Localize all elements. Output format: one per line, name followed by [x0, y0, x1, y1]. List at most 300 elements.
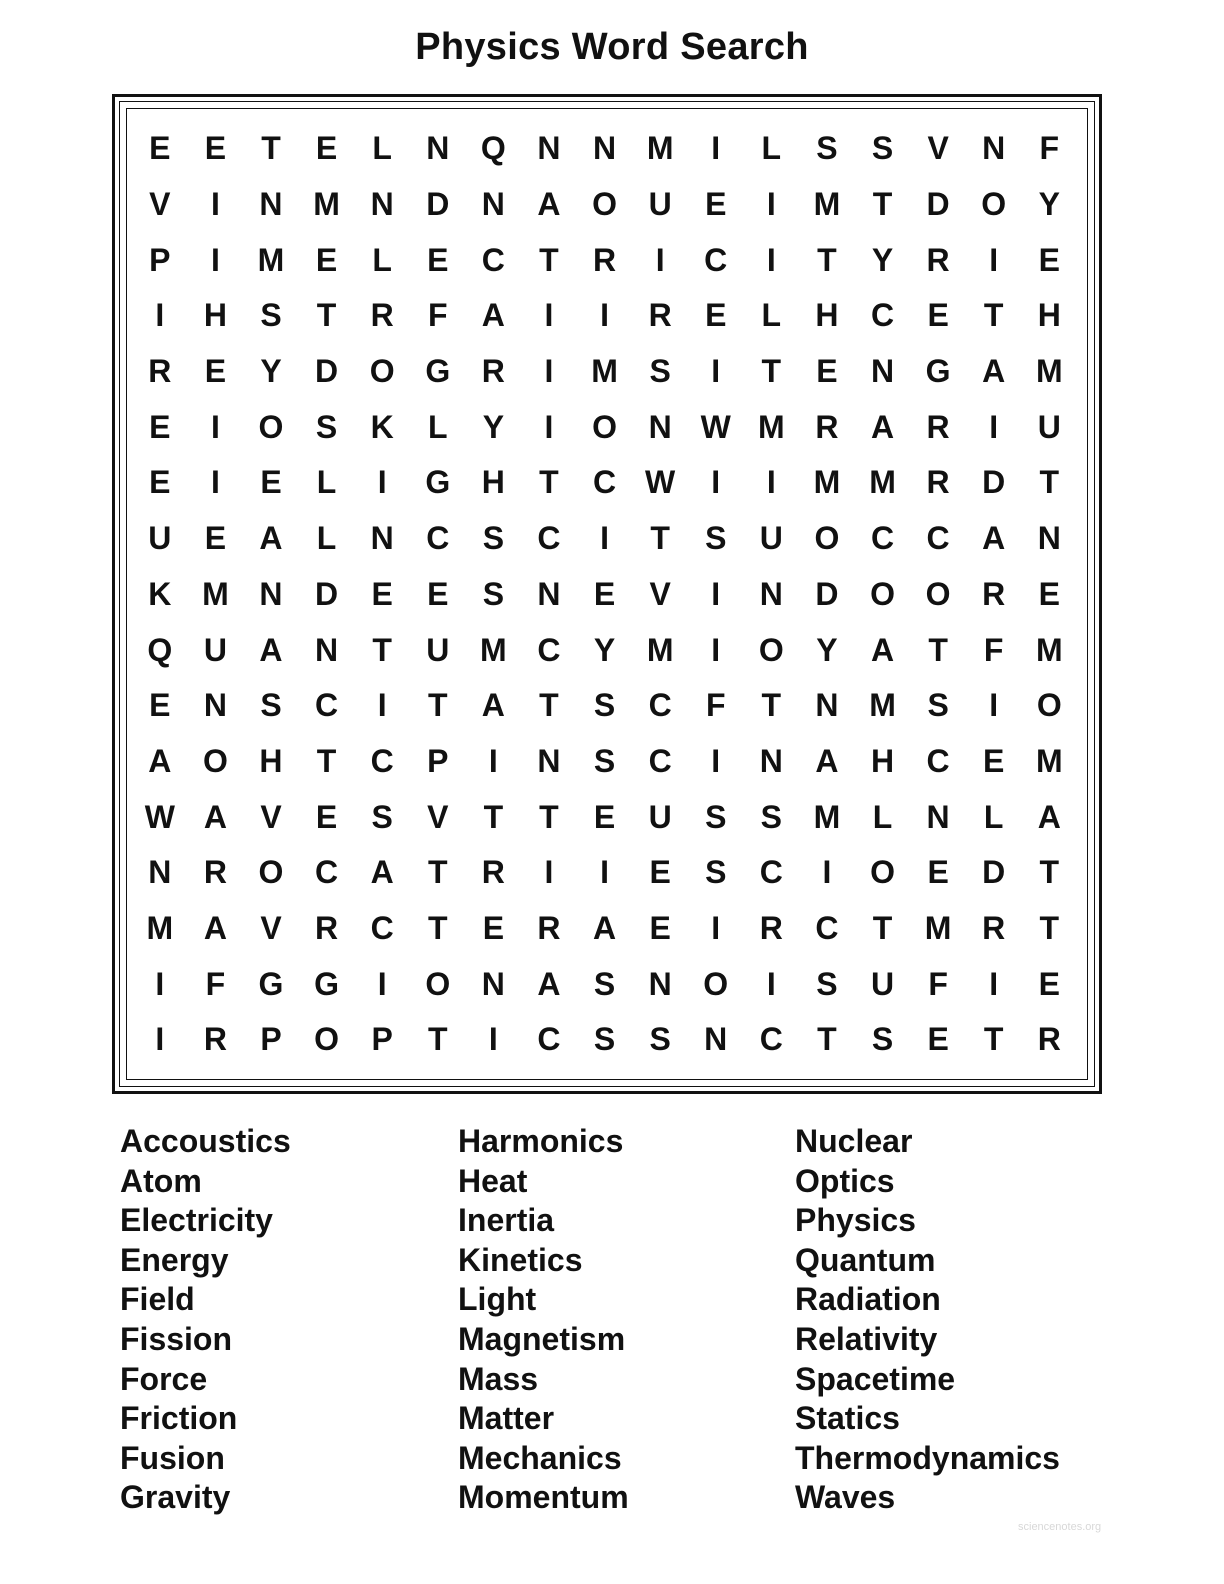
grid-letter[interactable]: C	[870, 520, 895, 557]
grid-letter[interactable]: T	[1039, 909, 1060, 946]
grid-letter[interactable]: T	[261, 130, 281, 167]
grid-letter[interactable]: A	[537, 965, 561, 1002]
grid-letter[interactable]: S	[816, 130, 838, 167]
grid-letter[interactable]: N	[537, 575, 561, 612]
grid-letter[interactable]: A	[537, 186, 561, 223]
grid-letter[interactable]: N	[537, 742, 561, 779]
grid-letter[interactable]: E	[315, 798, 338, 835]
grid-letter[interactable]: V	[927, 130, 949, 167]
grid-letter[interactable]: O	[703, 965, 729, 1002]
grid-letter[interactable]: N	[648, 965, 672, 1002]
grid-letter[interactable]: D	[982, 464, 1006, 501]
grid-letter[interactable]: S	[371, 798, 393, 835]
grid-letter[interactable]: M	[313, 186, 340, 223]
grid-letter[interactable]: C	[926, 742, 950, 779]
grid-letter[interactable]: Y	[482, 408, 505, 445]
grid-letter[interactable]: A	[203, 798, 227, 835]
word-list-item: Heat	[458, 1162, 528, 1199]
grid-letter[interactable]: R	[537, 909, 561, 946]
grid-letter[interactable]: H	[259, 742, 283, 779]
grid-letter[interactable]: U	[648, 798, 672, 835]
grid-letter[interactable]: U	[426, 631, 450, 668]
grid-letter[interactable]: I	[377, 687, 387, 724]
grid-letter[interactable]: O	[425, 965, 451, 1002]
grid-letter[interactable]: T	[872, 909, 893, 946]
grid-letter[interactable]: T	[539, 464, 559, 501]
grid-letter[interactable]: T	[316, 742, 337, 779]
grid-letter[interactable]: C	[815, 909, 839, 946]
grid-letter[interactable]: L	[872, 798, 893, 835]
grid-letter[interactable]: H	[1037, 297, 1061, 334]
grid-letter[interactable]: A	[870, 408, 895, 445]
grid-letter[interactable]: Y	[1038, 186, 1060, 223]
grid-letter[interactable]: T	[427, 1021, 448, 1058]
grid-letter[interactable]: I	[766, 965, 776, 1002]
grid-letter[interactable]: E	[482, 909, 505, 946]
grid-letter[interactable]: S	[705, 798, 727, 835]
grid-letter[interactable]: R	[982, 909, 1006, 946]
grid-letter[interactable]: C	[759, 1021, 783, 1058]
letter-grid	[132, 121, 1077, 1068]
grid-letter[interactable]: F	[427, 297, 448, 334]
grid-letter[interactable]: N	[1037, 520, 1061, 557]
grid-letter[interactable]: T	[483, 798, 504, 835]
grid-letter[interactable]: G	[425, 353, 451, 390]
grid-letter[interactable]: O	[592, 408, 617, 445]
grid-letter[interactable]: E	[816, 353, 838, 390]
grid-letter[interactable]: R	[1037, 1021, 1061, 1058]
grid-letter[interactable]: T	[817, 1021, 837, 1058]
grid-letter[interactable]: E	[149, 687, 171, 724]
grid-letter[interactable]: I	[711, 575, 721, 612]
grid-letter[interactable]: C	[315, 854, 339, 891]
grid-letter[interactable]: T	[427, 909, 448, 946]
grid-letter[interactable]: E	[204, 353, 227, 390]
grid-letter[interactable]: E	[1038, 575, 1060, 612]
grid-letter[interactable]: I	[210, 464, 220, 501]
grid-letter[interactable]: Q	[480, 130, 506, 167]
grid-letter[interactable]: E	[649, 909, 671, 946]
grid-letter[interactable]: L	[761, 297, 782, 334]
grid-letter[interactable]: E	[927, 854, 949, 891]
grid-letter[interactable]: I	[600, 520, 609, 557]
grid-letter[interactable]: O	[202, 742, 228, 779]
grid-letter[interactable]: Y	[593, 631, 616, 668]
grid-letter[interactable]: N	[759, 742, 783, 779]
grid-letter[interactable]: R	[759, 909, 783, 946]
grid-letter[interactable]: S	[593, 1021, 616, 1058]
grid-letter[interactable]: O	[592, 186, 617, 223]
grid-letter[interactable]: D	[926, 186, 950, 223]
grid-letter[interactable]: I	[544, 297, 554, 334]
grid-letter[interactable]: M	[1035, 742, 1063, 779]
grid-letter[interactable]: U	[1037, 408, 1061, 445]
grid-letter[interactable]: I	[711, 464, 721, 501]
grid-letter[interactable]: S	[260, 297, 282, 334]
grid-letter[interactable]: E	[371, 575, 393, 612]
grid-letter[interactable]: I	[544, 854, 554, 891]
grid-letter[interactable]: M	[480, 631, 507, 668]
grid-letter[interactable]: I	[989, 241, 999, 278]
grid-letter[interactable]: O	[258, 408, 284, 445]
grid-letter[interactable]: P	[371, 1021, 393, 1058]
grid-letter[interactable]: C	[870, 297, 895, 334]
grid-letter[interactable]: I	[210, 408, 220, 445]
grid-letter[interactable]: S	[482, 575, 505, 612]
grid-letter[interactable]: I	[377, 464, 387, 501]
grid-letter[interactable]: E	[149, 130, 171, 167]
grid-letter[interactable]: W	[645, 464, 676, 501]
grid-letter[interactable]: A	[982, 353, 1006, 390]
grid-letter[interactable]: I	[989, 687, 999, 724]
grid-letter[interactable]: Q	[147, 631, 173, 668]
grid-letter[interactable]: L	[427, 408, 448, 445]
grid-letter[interactable]: C	[648, 742, 672, 779]
grid-letter[interactable]: S	[871, 130, 894, 167]
grid-letter[interactable]: U	[203, 631, 227, 668]
grid-letter[interactable]: E	[260, 464, 282, 501]
grid-letter[interactable]: T	[1039, 464, 1060, 501]
grid-letter[interactable]: S	[871, 1021, 894, 1058]
grid-letter[interactable]: M	[924, 909, 952, 946]
grid-letter[interactable]: N	[704, 1021, 728, 1058]
grid-letter[interactable]: T	[427, 854, 448, 891]
page-title: Physics Word Search	[415, 26, 809, 68]
grid-letter[interactable]: T	[761, 353, 782, 390]
grid-letter[interactable]: N	[592, 130, 617, 167]
grid-letter[interactable]: S	[705, 854, 727, 891]
grid-letter[interactable]: R	[315, 909, 339, 946]
grid-letter[interactable]: I	[155, 1021, 165, 1058]
grid-letter[interactable]: I	[711, 742, 721, 779]
grid-letter[interactable]: T	[928, 631, 948, 668]
word-list-item: Mechanics	[458, 1439, 622, 1476]
grid-letter[interactable]: C	[926, 520, 950, 557]
grid-letter[interactable]: D	[815, 575, 839, 612]
grid-letter[interactable]: W	[700, 408, 731, 445]
grid-letter[interactable]: K	[370, 408, 394, 445]
grid-letter[interactable]: G	[925, 353, 951, 390]
grid-letter[interactable]: C	[370, 909, 394, 946]
word-list-item: Energy	[120, 1241, 229, 1278]
grid-letter[interactable]: E	[593, 798, 616, 835]
grid-letter[interactable]: T	[539, 687, 559, 724]
grid-letter[interactable]: I	[210, 241, 220, 278]
grid-letter[interactable]: A	[982, 520, 1006, 557]
grid-letter[interactable]: A	[259, 520, 283, 557]
grid-letter[interactable]: C	[426, 520, 450, 557]
grid-letter[interactable]: L	[372, 241, 392, 278]
grid-letter[interactable]: R	[648, 297, 672, 334]
grid-letter[interactable]: T	[316, 297, 337, 334]
grid-letter[interactable]: G	[425, 464, 451, 501]
grid-letter[interactable]: F	[928, 965, 948, 1002]
grid-letter[interactable]: A	[815, 742, 839, 779]
grid-letter[interactable]: M	[813, 464, 841, 501]
grid-letter[interactable]: I	[766, 241, 776, 278]
grid-letter[interactable]: E	[427, 575, 449, 612]
grid-letter[interactable]: I	[989, 408, 999, 445]
grid-letter[interactable]: L	[983, 798, 1004, 835]
grid-letter[interactable]: F	[205, 965, 226, 1002]
grid-letter[interactable]: Y	[260, 353, 282, 390]
grid-letter[interactable]: E	[983, 742, 1005, 779]
grid-letter[interactable]: U	[870, 965, 895, 1002]
grid-letter[interactable]: N	[759, 575, 783, 612]
grid-letter[interactable]: M	[146, 909, 174, 946]
grid-letter[interactable]: R	[481, 353, 505, 390]
grid-letter[interactable]: R	[815, 408, 839, 445]
grid-letter[interactable]: W	[144, 798, 175, 835]
grid-letter[interactable]: V	[260, 909, 282, 946]
word-list-item: Light	[458, 1281, 537, 1318]
grid-letter[interactable]: N	[370, 520, 394, 557]
grid-letter[interactable]: S	[593, 742, 616, 779]
grid-letter[interactable]: C	[648, 687, 672, 724]
grid-letter[interactable]: E	[204, 520, 227, 557]
word-list-item: Friction	[120, 1400, 238, 1437]
grid-letter[interactable]: E	[927, 297, 949, 334]
grid-letter[interactable]: I	[711, 631, 721, 668]
grid-letter[interactable]: R	[982, 575, 1006, 612]
grid-letter[interactable]: O	[758, 631, 784, 668]
grid-letter[interactable]: N	[537, 130, 561, 167]
grid-letter[interactable]: A	[870, 631, 895, 668]
grid-letter[interactable]: O	[1036, 687, 1062, 724]
grid-letter[interactable]: N	[815, 687, 839, 724]
grid-letter[interactable]: N	[148, 854, 172, 891]
grid-letter[interactable]: M	[869, 464, 896, 501]
grid-letter[interactable]: A	[481, 297, 505, 334]
grid-letter[interactable]: F	[705, 687, 726, 724]
grid-letter[interactable]: E	[315, 130, 338, 167]
grid-letter[interactable]: R	[926, 241, 950, 278]
grid-letter[interactable]: K	[148, 575, 172, 612]
grid-letter[interactable]: M	[202, 575, 229, 612]
grid-letter[interactable]: O	[981, 186, 1007, 223]
grid-letter[interactable]: I	[655, 241, 665, 278]
grid-letter[interactable]: N	[870, 353, 895, 390]
grid-letter[interactable]: E	[149, 464, 171, 501]
grid-letter[interactable]: T	[539, 798, 559, 835]
grid-letter[interactable]: I	[377, 965, 387, 1002]
grid-letter[interactable]: E	[593, 575, 616, 612]
grid-letter[interactable]: S	[315, 408, 338, 445]
grid-letter[interactable]: S	[482, 520, 505, 557]
grid-letter[interactable]: E	[649, 854, 671, 891]
grid-letter[interactable]: R	[592, 241, 617, 278]
grid-letter[interactable]: S	[705, 520, 727, 557]
grid-letter[interactable]: A	[148, 742, 172, 779]
grid-letter[interactable]: H	[203, 297, 227, 334]
grid-letter[interactable]: R	[926, 464, 950, 501]
grid-letter[interactable]: I	[488, 742, 498, 779]
grid-letter[interactable]: M	[1035, 631, 1063, 668]
grid-letter[interactable]: S	[927, 687, 949, 724]
grid-letter[interactable]: I	[210, 186, 220, 223]
grid-letter[interactable]: L	[372, 130, 392, 167]
grid-letter[interactable]: N	[203, 687, 227, 724]
grid-letter[interactable]: F	[1039, 130, 1060, 167]
grid-letter[interactable]: M	[646, 130, 674, 167]
grid-letter[interactable]: E	[705, 186, 727, 223]
grid-letter[interactable]: P	[260, 1021, 282, 1058]
grid-letter[interactable]: S	[649, 1021, 671, 1058]
grid-letter[interactable]: C	[704, 241, 728, 278]
grid-letter[interactable]: E	[1038, 241, 1060, 278]
grid-letter[interactable]: A	[1037, 798, 1061, 835]
grid-letter[interactable]: D	[426, 186, 450, 223]
grid-letter[interactable]: R	[370, 297, 394, 334]
grid-letter[interactable]: A	[481, 687, 505, 724]
grid-letter[interactable]: T	[650, 520, 670, 557]
grid-letter[interactable]: E	[705, 297, 727, 334]
grid-letter[interactable]: C	[370, 742, 394, 779]
grid-letter[interactable]: H	[870, 742, 895, 779]
grid-letter[interactable]: A	[370, 854, 394, 891]
grid-letter[interactable]: D	[982, 854, 1006, 891]
grid-letter[interactable]: C	[537, 1021, 561, 1058]
grid-letter[interactable]: M	[813, 186, 841, 223]
grid-letter[interactable]: O	[814, 520, 840, 557]
grid-letter[interactable]: Y	[871, 241, 894, 278]
grid-letter[interactable]: T	[372, 631, 392, 668]
grid-letter[interactable]: O	[870, 854, 895, 891]
grid-letter[interactable]: R	[926, 408, 950, 445]
grid-letter[interactable]: R	[148, 353, 172, 390]
grid-letter[interactable]: M	[758, 408, 785, 445]
grid-letter[interactable]: R	[203, 1021, 227, 1058]
grid-letter[interactable]: S	[593, 965, 616, 1002]
grid-letter[interactable]: I	[989, 965, 999, 1002]
grid-letter[interactable]: I	[600, 854, 609, 891]
grid-letter[interactable]: R	[203, 854, 227, 891]
grid-letter[interactable]: T	[761, 687, 782, 724]
grid-letter[interactable]: G	[314, 965, 340, 1002]
grid-letter[interactable]: V	[260, 798, 282, 835]
grid-letter[interactable]: C	[481, 241, 505, 278]
grid-letter[interactable]: R	[481, 854, 505, 891]
grid-letter[interactable]: I	[711, 353, 721, 390]
grid-letter[interactable]: C	[315, 687, 339, 724]
grid-letter[interactable]: I	[711, 130, 721, 167]
grid-letter[interactable]: S	[816, 965, 838, 1002]
grid-letter[interactable]: E	[204, 130, 227, 167]
grid-letter[interactable]: H	[815, 297, 839, 334]
grid-letter[interactable]: U	[148, 520, 172, 557]
grid-letter[interactable]: N	[481, 186, 505, 223]
grid-letter[interactable]: M	[257, 241, 285, 278]
grid-letter[interactable]: I	[766, 186, 776, 223]
grid-letter[interactable]: I	[488, 1021, 498, 1058]
grid-letter[interactable]: L	[316, 520, 337, 557]
word-list-item: Quantum	[795, 1241, 936, 1278]
grid-letter[interactable]: T	[983, 1021, 1004, 1058]
grid-letter[interactable]: E	[427, 241, 449, 278]
grid-letter[interactable]: M	[646, 631, 674, 668]
grid-letter[interactable]: O	[870, 575, 895, 612]
grid-letter[interactable]: G	[258, 965, 284, 1002]
grid-letter[interactable]: N	[426, 130, 450, 167]
grid-letter[interactable]: Y	[816, 631, 838, 668]
grid-letter[interactable]: N	[315, 631, 339, 668]
grid-letter[interactable]: U	[759, 520, 783, 557]
grid-letter[interactable]: M	[591, 353, 618, 390]
grid-letter[interactable]: M	[1035, 353, 1063, 390]
word-list-item: Waves	[795, 1479, 896, 1516]
grid-letter[interactable]: C	[759, 854, 783, 891]
grid-letter[interactable]: C	[537, 520, 561, 557]
grid-letter[interactable]: I	[155, 297, 165, 334]
grid-letter[interactable]: O	[258, 854, 284, 891]
grid-letter[interactable]: V	[149, 186, 171, 223]
grid-letter[interactable]: I	[155, 965, 165, 1002]
grid-letter[interactable]: D	[315, 575, 339, 612]
grid-letter[interactable]: M	[869, 687, 896, 724]
grid-letter[interactable]: I	[711, 909, 721, 946]
grid-letter[interactable]: M	[813, 798, 841, 835]
grid-letter[interactable]: T	[817, 241, 837, 278]
grid-letter[interactable]: I	[600, 297, 609, 334]
grid-letter[interactable]: S	[649, 353, 671, 390]
grid-letter[interactable]: I	[544, 408, 554, 445]
grid-letter[interactable]: T	[539, 241, 559, 278]
grid-letter[interactable]: N	[926, 798, 950, 835]
grid-letter[interactable]: S	[593, 687, 616, 724]
grid-letter[interactable]: N	[370, 186, 394, 223]
grid-letter[interactable]: S	[260, 687, 282, 724]
grid-letter[interactable]: U	[648, 186, 672, 223]
grid-letter[interactable]: N	[982, 130, 1006, 167]
grid-letter[interactable]: E	[315, 241, 338, 278]
grid-letter[interactable]: S	[760, 798, 782, 835]
grid-letter[interactable]: I	[822, 854, 832, 891]
grid-letter[interactable]: L	[761, 130, 782, 167]
grid-letter[interactable]: I	[766, 464, 776, 501]
grid-letter[interactable]: T	[1039, 854, 1060, 891]
word-list-item: Spacetime	[795, 1360, 956, 1397]
word-list-item: Radiation	[795, 1281, 941, 1318]
grid-letter[interactable]: E	[927, 1021, 949, 1058]
grid-letter[interactable]: A	[592, 909, 617, 946]
grid-letter[interactable]: N	[259, 575, 283, 612]
grid-letter[interactable]: H	[481, 464, 505, 501]
grid-letter[interactable]: I	[544, 353, 554, 390]
grid-letter[interactable]: N	[648, 408, 672, 445]
grid-letter[interactable]: V	[649, 575, 671, 612]
grid-letter[interactable]: F	[983, 631, 1004, 668]
grid-letter[interactable]: P	[149, 241, 171, 278]
grid-letter[interactable]: C	[537, 631, 561, 668]
grid-letter[interactable]: O	[925, 575, 951, 612]
grid-letter[interactable]: O	[314, 1021, 340, 1058]
grid-letter[interactable]: N	[481, 965, 505, 1002]
grid-letter[interactable]: O	[369, 353, 395, 390]
grid-letter[interactable]: D	[315, 353, 339, 390]
grid-letter[interactable]: T	[983, 297, 1004, 334]
grid-letter[interactable]: T	[872, 186, 893, 223]
grid-letter[interactable]: T	[427, 687, 448, 724]
grid-letter[interactable]: E	[1038, 965, 1060, 1002]
grid-letter[interactable]: E	[149, 408, 171, 445]
grid-letter[interactable]: P	[427, 742, 449, 779]
grid-letter[interactable]: A	[259, 631, 283, 668]
grid-letter[interactable]: A	[203, 909, 227, 946]
grid-letter[interactable]: C	[592, 464, 617, 501]
grid-letter[interactable]: V	[427, 798, 449, 835]
grid-letter[interactable]: L	[316, 464, 337, 501]
grid-letter[interactable]: N	[259, 186, 283, 223]
